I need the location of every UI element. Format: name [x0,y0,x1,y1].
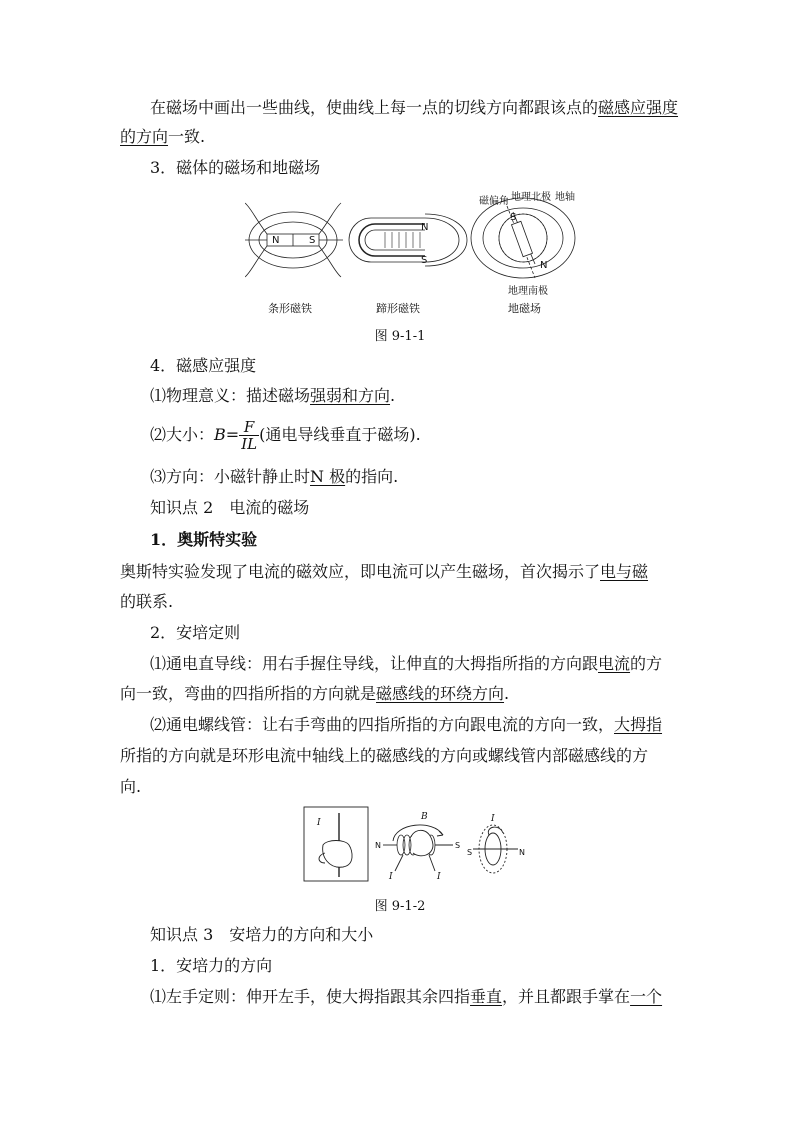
text: ⑶方向：小磁针静止时 [150,467,311,486]
fig-label-bar-magnet: 条形磁铁 [268,302,312,315]
underlined-term: 大拇指 [614,715,663,734]
figure-caption: 图 9-1-1 [374,329,426,344]
underlined-term: 强弱和方向 [310,386,391,405]
fraction [239,419,259,452]
text: ⑵通电螺线管：让右手弯曲的四指所指的方向跟电流的方向一致， [150,715,615,734]
section-heading: 1．安培力的方向 [150,956,273,975]
paragraph-line [150,653,710,675]
figure-caption: 图 9-1-2 [374,899,426,914]
solenoid-s-label: S [455,841,461,850]
text: ⑵大小： [150,425,215,444]
fig-label-horseshoe: 蹄形磁铁 [376,302,420,315]
current-label-4: I [491,814,495,824]
underlined-term: 电流 [598,654,631,673]
declination-label: 磁偏角 [479,196,509,207]
earth-axis-label: 地轴 [555,192,575,203]
knowledge-point-heading: 知识点 3 安培力的方向和大小 [150,925,374,944]
ring-n-label: N [519,848,525,857]
paragraph-line: 向. [120,777,142,796]
fig-label-geomagnetic: 地磁场 [508,302,541,315]
text: . [504,684,510,703]
text: ，并且都跟手掌在 [502,987,631,1006]
current-label-3: I [437,872,441,882]
section-heading: 2．安培定则 [150,623,241,642]
text: 的指向. [345,467,399,486]
section-heading: 4．磁感应强度 [150,356,257,375]
underlined-term: 磁感应强度 [598,98,679,117]
section-heading: 3．磁体的磁场和地磁场 [150,158,321,177]
earth-n-label: N [540,260,548,271]
solenoid-n-label: N [375,841,381,850]
text: ⑴物理意义：描述磁场 [150,386,311,405]
figure-9-1-2 [303,805,533,885]
bar-s-label: S [309,235,316,246]
geo-south-label: 地理南极 [508,286,548,297]
earth-s-label: S [510,212,517,223]
paragraph-line [150,986,710,1008]
paragraph-line: 所指的方向就是环形电流中轴线上的磁感线的方向或螺线管内部磁感线的方 [120,746,649,765]
formula-line [150,418,710,454]
underlined-term: 垂直 [470,987,503,1006]
definition-line [150,466,710,488]
text: (通电导线垂直于磁场). [259,425,421,444]
figure-9-1-1 [245,188,590,318]
text: ⑴通电直导线：用右手握住导线，让伸直的大拇指所指的方向跟 [150,654,599,673]
current-label-2: I [389,872,393,882]
underlined-term: 的方向 [120,127,169,146]
numerator: F [239,419,259,436]
section-heading: 1．奥斯特实验 [150,530,258,549]
definition-line [150,385,710,407]
underlined-term: N 极 [310,467,346,486]
geo-north-label: 地理北极 [511,192,551,203]
underlined-term: 一个 [630,987,663,1006]
horseshoe-s-label: S [421,255,428,266]
ring-s-label: S [467,848,473,857]
bar-n-label: N [272,235,280,246]
text: 向一致，弯曲的四指所指的方向就是 [120,684,377,703]
text: = [225,425,240,444]
paragraph-line [120,683,680,705]
current-label-1: I [317,818,321,828]
formula-symbol: B [214,425,226,444]
paragraph-line: 的联系. [120,592,174,611]
b-field-label: B [421,812,428,822]
text: ⑴左手定则：伸开左手，使大拇指跟其余四指 [150,987,471,1006]
paragraph-line [150,97,710,119]
denominator: IL [241,435,258,453]
text: 一致. [168,127,206,146]
knowledge-point-heading: 知识点 2 电流的磁场 [150,498,310,517]
text: 奥斯特实验发现了电流的磁效应，即电流可以产生磁场，首次揭示了 [120,562,601,581]
text: 的方 [630,654,663,673]
text: . [390,386,396,405]
underlined-term: 磁感线的环绕方向 [376,684,505,703]
text: 在磁场中画出一些曲线，使曲线上每一点的切线方向都跟该点的 [150,98,599,117]
underlined-term: 电与磁 [600,562,649,581]
horseshoe-n-label: N [421,222,429,233]
paragraph-line [150,714,710,736]
paragraph-line [120,126,680,148]
paragraph-line [120,561,680,583]
